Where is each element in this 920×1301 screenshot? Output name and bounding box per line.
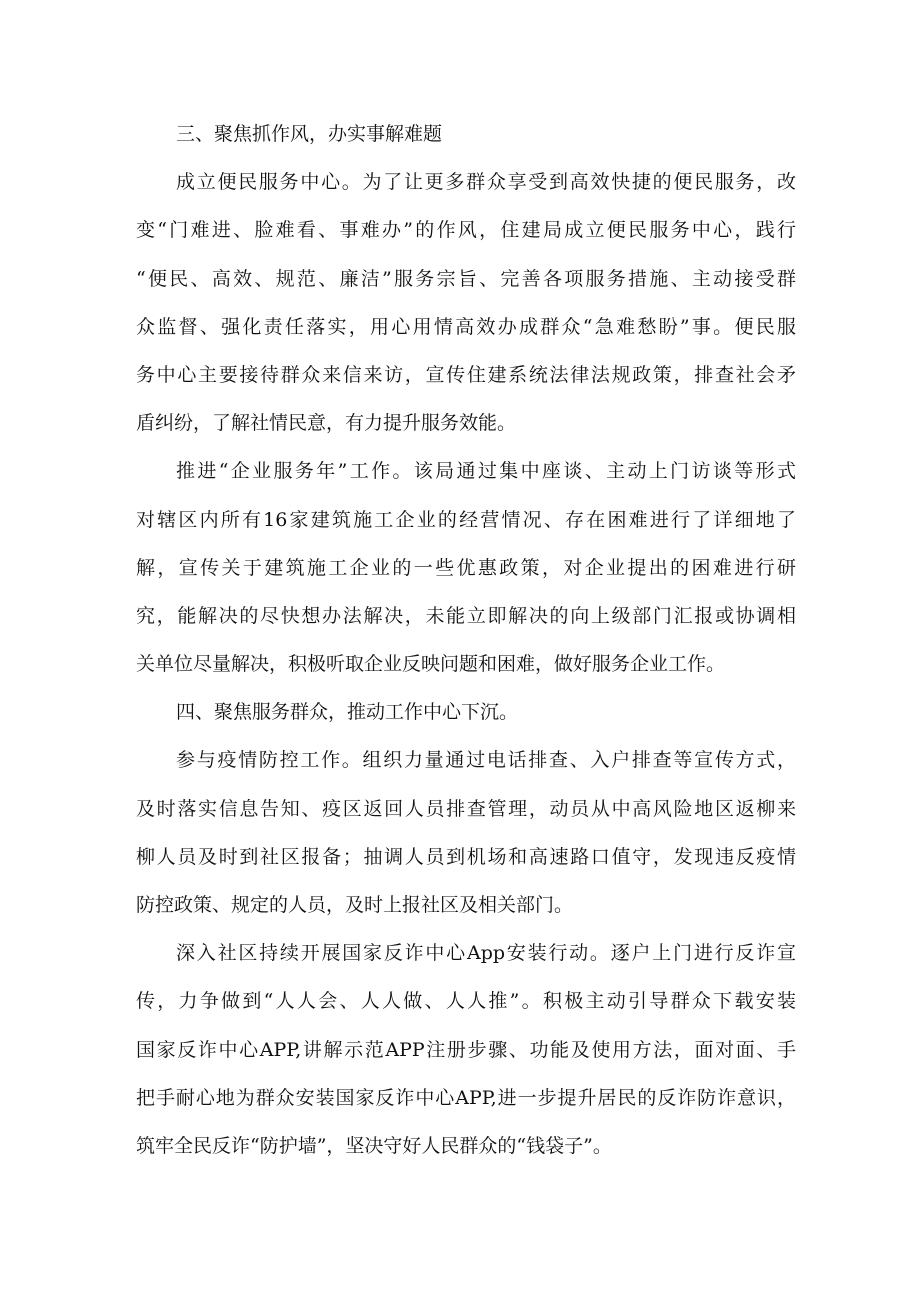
text-line: 关单位尽量解决，积极听取企业反映问题和困难，做好服务企业工作。 xyxy=(136,653,726,676)
text-line: 传，力争做到“人人会、人人做、人人推”。积极主动引导群众下载安装 xyxy=(136,990,796,1013)
text-line: 及时落实信息告知、疫区返回人员排查管理，动员从中高风险地区返柳来 xyxy=(136,797,796,820)
text-line: 四、聚焦服务群众，推动工作中心下沉。 xyxy=(176,701,519,724)
text-line: 务中心主要接待群众来信来访，宣传住建系统法律法规政策，排查社会矛 xyxy=(136,363,796,386)
text-line: 深入社区持续开展国家反诈中心App安装行动。逐户上门进行反诈宣 xyxy=(176,942,796,965)
text-line: 三、聚焦抓作风，办实事解难题 xyxy=(176,123,443,145)
text-line: 柳人员及时到社区报备；抽调人员到机场和高速路口值守，发现违反疫情 xyxy=(136,845,796,868)
text-line: 防控政策、规定的人员，及时上报社区及相关部门。 xyxy=(136,894,574,916)
text-line: 国家反诈中心APP,讲解示范APP注册步骤、功能及使用方法，面对面、手 xyxy=(136,1038,796,1061)
document-body xyxy=(136,110,796,1170)
text-line: 把手耐心地为群众安装国家反诈中心APP,进一步提升居民的反诈防诈意识， xyxy=(136,1086,796,1109)
text-line: 推进“企业服务年”工作。该局通过集中座谈、主动上门访谈等形式 xyxy=(176,460,796,483)
text-line: 究，能解决的尽快想办法解决，未能立即解决的向上级部门汇报或协调相 xyxy=(136,604,796,627)
text-line: 成立便民服务中心。为了让更多群众享受到高效快捷的便民服务，改 xyxy=(176,171,796,194)
text-line: “便民、高效、规范、廉洁”服务宗旨、完善各项服务措施、主动接受群 xyxy=(136,267,796,290)
text-line: 参与疫情防控工作。组织力量通过电话排查、入户排查等宣传方式， xyxy=(176,749,796,772)
text-line: 变“门难进、脸难看、事难办”的作风，住建局成立便民服务中心，践行 xyxy=(136,219,796,242)
text-line: 众监督、强化责任落实，用心用情高效办成群众“急难愁盼”事。便民服 xyxy=(136,315,796,338)
text-line: 解，宣传关于建筑施工企业的一些优惠政策，对企业提出的困难进行研 xyxy=(136,556,796,579)
text-line: 对辖区内所有16家建筑施工企业的经营情况、存在困难进行了详细地了 xyxy=(136,508,796,531)
text-line: 盾纠纷，了解社情民意，有力提升服务效能。 xyxy=(136,412,517,435)
text-line: 筑牢全民反诈“防护墙”，坚决守好人民群众的“钱袋子”。 xyxy=(136,1134,612,1157)
